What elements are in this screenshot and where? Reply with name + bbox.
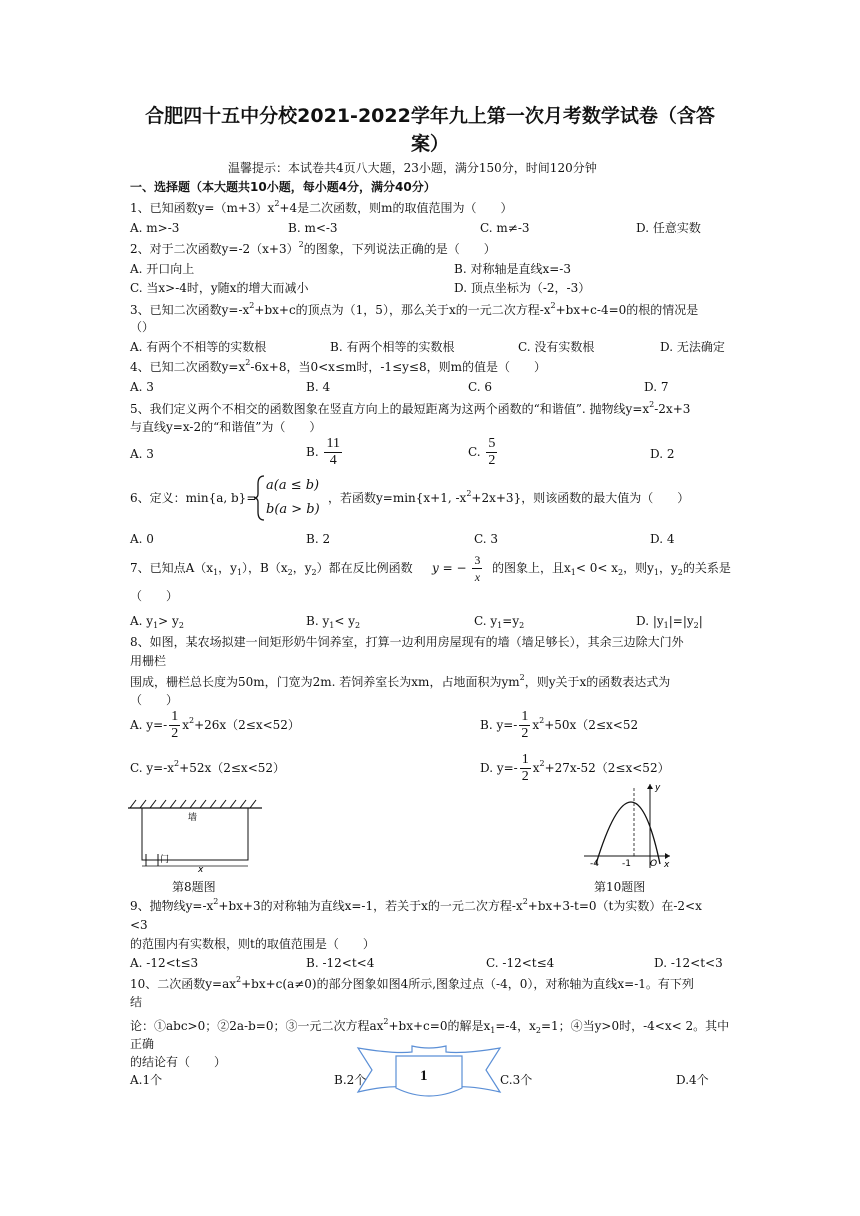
page-number: 1: [420, 1068, 428, 1084]
q2-option-d: D. 顶点坐标为（-2，-3）: [454, 281, 591, 295]
question-5: 5、我们定义两个不相交的函数图象在竖直方向上的最短距离为这两个函数的“和谐值”. 抛物线$y=x^2-2x+3$: [130, 400, 691, 416]
door-label: 门: [160, 855, 170, 865]
q4-option-b: B. 4: [306, 380, 331, 394]
q8-option-b: B. y=- $\frac{1}{2}$ $x^2+50x(2\le x<52$: [480, 709, 639, 741]
figure-8-caption: 第8题图: [172, 880, 216, 894]
question-4: 4、已知二次函数$y=x^2-6x+8$，当0<x≤m时，-1≤y≤8，则m的值是（ ）: [130, 358, 546, 374]
q2-option-a: A. 开口向上: [130, 262, 195, 276]
question-9: 9、抛物线$y=-x^2+bx+3$的对称轴为直线x=-1，若关于x的一元二次方程$-x^2+bx+3-t=0(t$为实数）在-2<x: [130, 897, 702, 913]
q3-option-d: D. 无法确定: [660, 340, 725, 354]
x-axis-label: x: [664, 860, 670, 870]
q3-option-b: B. 有两个相等的实数根: [330, 340, 455, 354]
figure-10-graph: [582, 780, 674, 870]
q8-option-c: C. $y=-x^2+52x(2\le x<52)$: [130, 759, 286, 775]
question-7: 7、已知点$A(x_1$，$y_1$），$B(x_2$，$y_2$）都在反比例函数: [130, 561, 413, 577]
q1-option-d: D. 任意实数: [636, 221, 701, 235]
inverse-function: y = − $\frac{3}{x}$: [432, 553, 481, 584]
q2-option-b: B. 对称轴是直线x=-3: [454, 262, 571, 276]
q5-option-a: A. 3: [130, 447, 154, 461]
question-10-l5: 的结论有（ ）: [130, 1055, 227, 1069]
q8-option-a: A. y=- $\frac{1}{2}$ $x^2+26x(2\le x<52)$: [130, 709, 300, 741]
question-7-cont: 的图象上，且$x_1< 0< x_2$，则$y_1$，$y_2$的关系是: [492, 561, 731, 577]
question-10: 10、二次函数$y=ax^2+bx+c(a\ne 0)$的部分图象如图4所示,图象过点（-4，0），对称轴为直线x=-1。有下列: [130, 975, 694, 991]
section-heading: 一、选择题（本大题共10小题，每小题4分，满分40分）: [130, 180, 436, 194]
q4-option-c: C. 6: [468, 380, 493, 394]
q3-option-a: A. 有两个不相等的实数根: [130, 340, 267, 354]
q5-option-d: D. 2: [650, 447, 675, 461]
q9-option-b: B. -12<t<4: [306, 956, 375, 970]
question-6-cont: ，若函数y=min{x+1, $-x^2+2x+3$}，则该函数的最大值为（ ）: [328, 489, 690, 505]
question-8-l3: 围成，栅栏总长度为50m，门宽为2m. 若饲养室长为xm，占地面积为$ym^2$，则y关于x的函数表达式为: [130, 673, 671, 689]
question-3: 3、已知二次函数$y=-x^2+bx+c$的顶点为（1，5），那么关于x的一元二次方程$-x^2+bx+c-4=0$的根的情况是: [130, 301, 699, 317]
figure-10-caption: 第10题图: [594, 880, 646, 894]
question-3-cont: （）: [130, 320, 155, 334]
q9-option-c: C. -12<t≤4: [486, 956, 555, 970]
question-1: 1、已知函数$y=(m+3)x^2+4$是二次函数，则m的取值范围为（ ）: [130, 199, 513, 215]
q4-option-a: A. 3: [130, 380, 154, 394]
question-9-l3: 的范围内有实数根，则t的取值范围是（ ）: [130, 937, 375, 951]
q9-option-a: A. -12<t≤3: [130, 956, 199, 970]
question-2: 2、对于二次函数$y=-2(x+3)^2$的图象，下列说法正确的是（ ）: [130, 240, 496, 256]
question-6: 6、定义：min{a, b}=: [130, 491, 257, 505]
q6-option-a: A. 0: [130, 532, 154, 546]
q7-option-b: B. $y_1< y_2$: [306, 614, 361, 630]
question-8-paren: （ ）: [130, 693, 179, 707]
min-definition: a(a ≤ b) b(a > b): [252, 474, 332, 524]
page-number-banner: [354, 1044, 504, 1126]
question-9-l2: <3: [130, 918, 148, 932]
figure-8-diagram: [128, 796, 264, 876]
q2-option-c: C. 当x>-4时，y随x的增大而减小: [130, 281, 309, 295]
question-10-l4: 正确: [130, 1037, 155, 1051]
origin-label: O: [650, 859, 658, 869]
q7-option-d: D. $|y_1|=|y_2|$: [636, 614, 703, 630]
question-8: 8、如图，某农场拟建一间矩形奶牛饲养室，打算一边利用房屋现有的墙（墙足够长），其余三边除大门外: [130, 635, 684, 649]
q10-option-c: C.3个: [500, 1073, 533, 1087]
question-10-l3: 论：①abc>0；②2a-b=0；③一元二次方程$ax^2+bx+c=0$的解是$x_1=-4$，$x_2=1$；④当y>0时，-4<x< 2。其中: [130, 1017, 730, 1035]
x-label: x: [198, 865, 204, 875]
question-7-paren: （ ）: [130, 589, 179, 603]
q9-option-d: D. -12<t<3: [654, 956, 723, 970]
q10-option-d: D.4个: [676, 1073, 709, 1087]
q5-option-c: C. $\frac{5}{2}$: [468, 436, 496, 468]
q10-option-b: B.2个: [334, 1073, 367, 1087]
q10-option-a: A.1个: [130, 1073, 163, 1087]
q6-option-b: B. 2: [306, 532, 331, 546]
q4-option-d: D. 7: [644, 380, 669, 394]
q6-option-d: D. 4: [650, 532, 675, 546]
wall-label: 墙: [188, 813, 198, 823]
brace-icon: [252, 474, 266, 522]
question-10-l2: 结: [130, 995, 143, 1009]
exam-title: 合肥四十五中分校2021-2022学年九上第一次月考数学试卷（含答 案）: [145, 105, 715, 155]
question-8-l2: 用栅栏: [130, 654, 167, 668]
q8-option-d: D. y=- $\frac{1}{2}$ $x^2+27x-52(2\le x<52)$: [480, 752, 670, 784]
q1-option-c: C. m≠-3: [480, 221, 530, 235]
q7-option-a: A. $y_1> y_2$: [130, 614, 184, 630]
q3-option-c: C. 没有实数根: [518, 340, 595, 354]
q7-option-c: C. $y_1=y_2$: [474, 614, 525, 630]
tick-minus-4: -4: [590, 859, 599, 869]
q1-option-b: B. m<-3: [288, 221, 338, 235]
q5-option-b: B. $\frac{11}{4}$: [306, 436, 340, 468]
tick-minus-1: -1: [622, 859, 631, 869]
y-axis-label: y: [655, 783, 661, 793]
q1-option-a: A. m>-3: [130, 221, 180, 235]
notice-text: 温馨提示：本试卷共4页八大题，23小题，满分150分，时间120分钟: [228, 161, 597, 175]
question-5-cont: 与直线y=x-2的“和谐值”为（ ）: [130, 420, 322, 434]
q6-option-c: C. 3: [474, 532, 499, 546]
